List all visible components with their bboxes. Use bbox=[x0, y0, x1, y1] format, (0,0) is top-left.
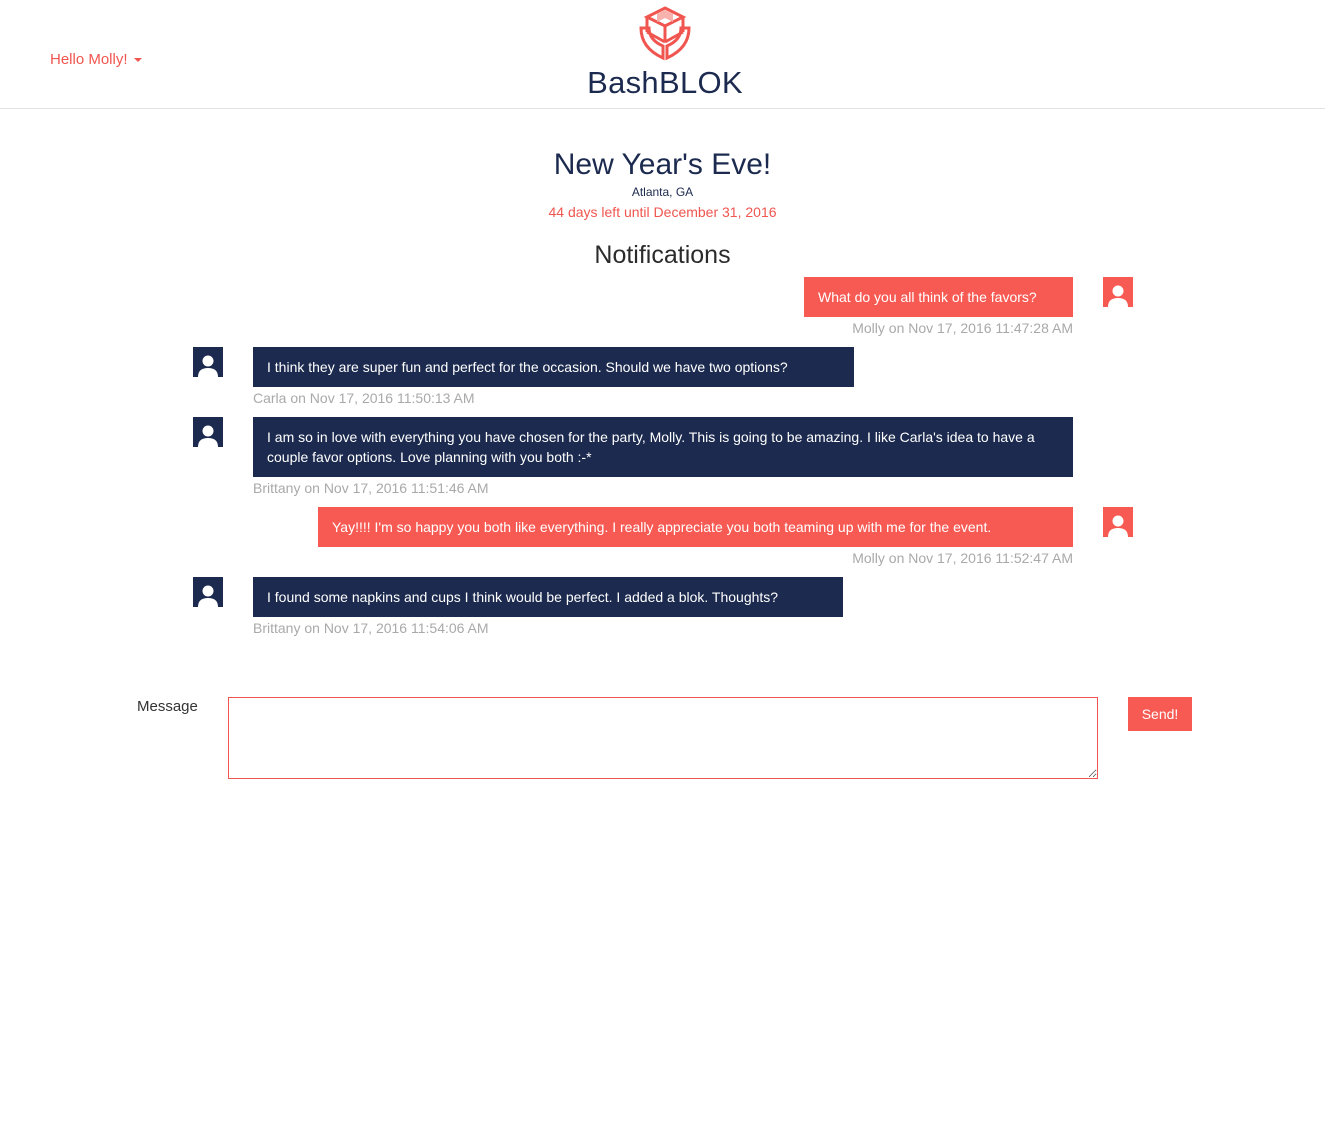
notifications-title: Notifications bbox=[594, 241, 731, 269]
message-bubble bbox=[804, 277, 1073, 317]
logo-text-light: Bash bbox=[587, 65, 659, 100]
message-text: I am so in love with everything you have chosen for the party, Molly. This is going to be amazing. I like Carla's idea to have a couple favor options. Love planning with you both :-* bbox=[267, 429, 1035, 465]
message-bubble bbox=[253, 577, 843, 617]
event-header bbox=[0, 146, 1325, 222]
message-meta: Brittany on Nov 17, 2016 11:54:06 AM bbox=[253, 620, 489, 636]
user-greeting[interactable]: Hello Molly! bbox=[50, 51, 128, 68]
event-location: Atlanta, GA bbox=[631, 185, 694, 199]
event-title: New Year's Eve! bbox=[553, 148, 772, 181]
user-menu-dropdown[interactable] bbox=[50, 51, 142, 68]
avatar bbox=[193, 347, 223, 377]
avatar bbox=[1103, 507, 1133, 537]
user-silhouette-icon bbox=[197, 353, 219, 377]
message-text: I found some napkins and cups I think would be perfect. I added a blok. Thoughts? bbox=[267, 589, 779, 605]
event-countdown: 44 days left until December 31, 2016 bbox=[548, 204, 777, 220]
message-meta: Molly on Nov 17, 2016 11:52:47 AM bbox=[852, 550, 1073, 566]
user-silhouette-icon bbox=[197, 583, 219, 607]
user-silhouette-icon bbox=[197, 423, 219, 447]
bashblok-logo[interactable] bbox=[585, 6, 745, 104]
message-meta: Brittany on Nov 17, 2016 11:51:46 AM bbox=[253, 480, 489, 496]
top-navbar bbox=[0, 0, 1325, 109]
message-text: Yay!!!! I'm so happy you both like everything. I really appreciate you both teaming up with me for the event. bbox=[332, 519, 992, 535]
message-bubble bbox=[253, 417, 1073, 477]
user-silhouette-icon bbox=[1107, 283, 1129, 307]
message-meta: Molly on Nov 17, 2016 11:47:28 AM bbox=[852, 320, 1073, 336]
caret-down-icon[interactable] bbox=[134, 58, 142, 62]
message-label: Message bbox=[137, 698, 198, 715]
avatar bbox=[1103, 277, 1133, 307]
cube-icon bbox=[635, 6, 695, 64]
message-input[interactable] bbox=[228, 697, 1098, 779]
message-text: What do you all think of the favors? bbox=[818, 289, 1037, 305]
avatar bbox=[193, 577, 223, 607]
user-silhouette-icon bbox=[1107, 513, 1129, 537]
logo-wordmark bbox=[585, 65, 745, 101]
message-text: I think they are super fun and perfect for the occasion. Should we have two options? bbox=[267, 359, 788, 375]
message-meta: Carla on Nov 17, 2016 11:50:13 AM bbox=[253, 390, 475, 406]
send-button[interactable]: Send! bbox=[1128, 697, 1192, 731]
message-bubble bbox=[318, 507, 1073, 547]
avatar bbox=[193, 417, 223, 447]
logo-text-bold: BLOK bbox=[658, 65, 743, 100]
message-bubble bbox=[253, 347, 854, 387]
